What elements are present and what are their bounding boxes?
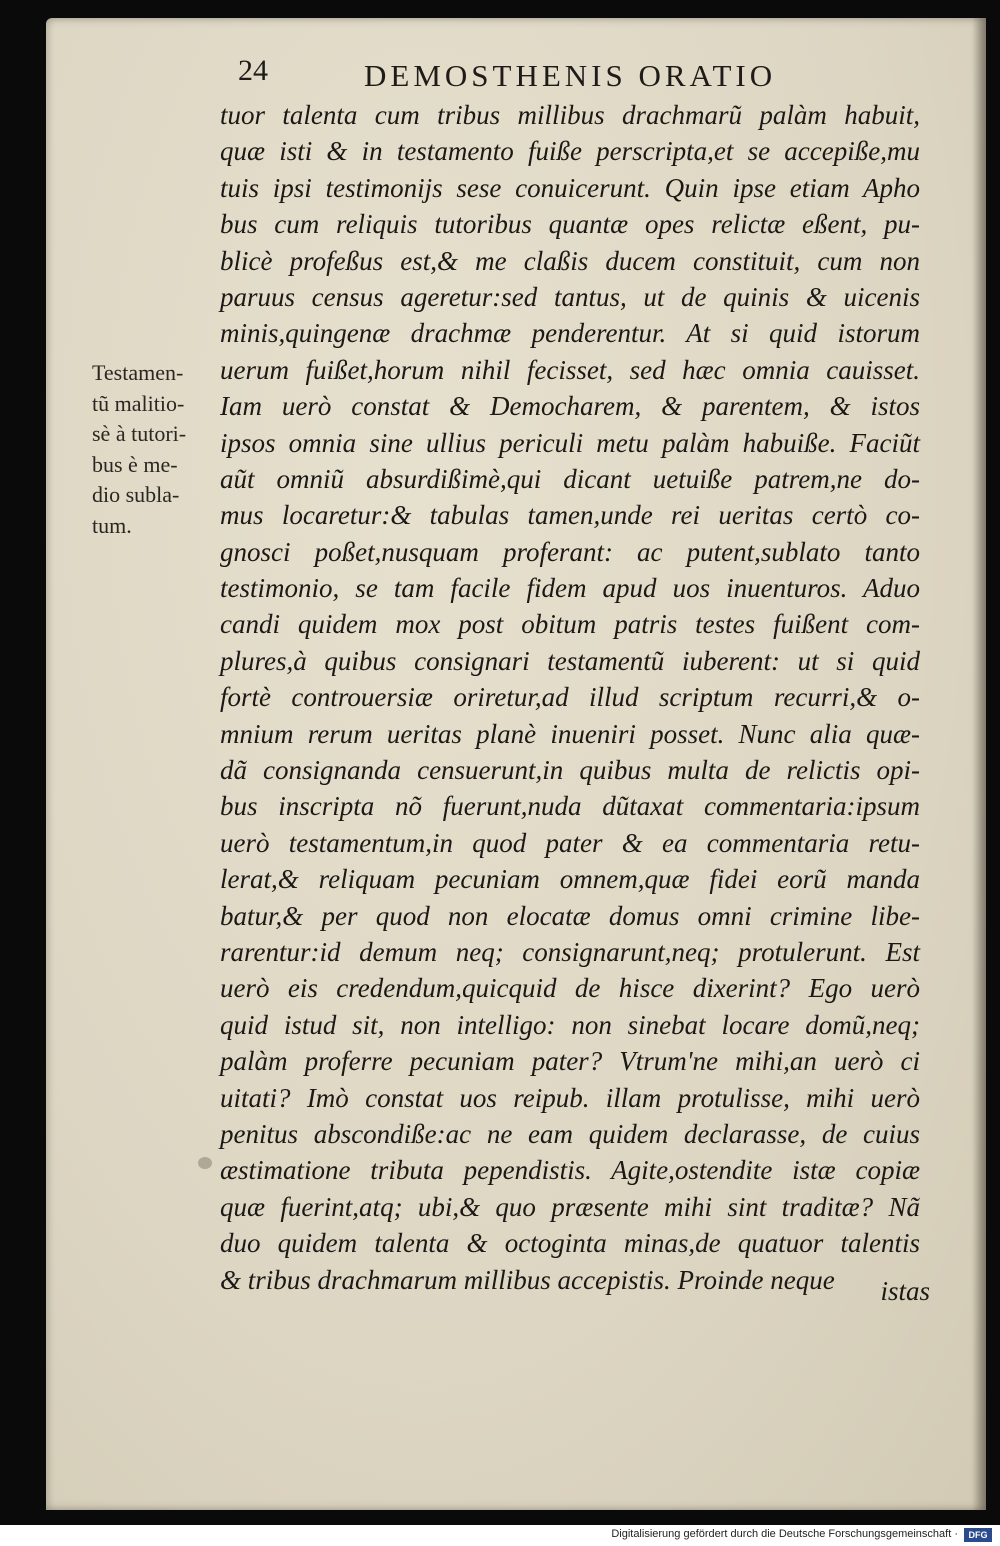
text-line: bus cum reliquis tutoribus quantæ opes relictæ eßent, pu- xyxy=(220,209,920,240)
text-line: mnium rerum ueritas planè inueniri posset. Nunc alia quæ- xyxy=(220,718,920,749)
text-line: rarentur:id demum neq; consignarunt,neq; protulerunt. Est xyxy=(220,936,920,967)
text-line: minis,quingenæ drachmæ penderentur. At si quid istorum xyxy=(220,318,920,349)
text-line: quid istud sit, non intelligo: non sinebat locare domũ,neq; xyxy=(220,1009,920,1040)
margin-note-line: Testamen- xyxy=(92,360,184,385)
text-line: aũt omniũ absurdißimè,qui dicant uetuiße patrem,ne do- xyxy=(220,463,920,494)
text-line: plures,à quibus consignari testamentũ iuberent: ut si quid xyxy=(220,645,920,676)
page-header xyxy=(238,52,878,94)
text-line: penitus abscondiße:ac ne eam quidem declarasse, de cuius xyxy=(220,1118,920,1149)
text-line: lerat,& reliquam pecuniam omnem,quæ fidei eorũ manda xyxy=(220,864,920,895)
margin-note-line: tũ malitio- xyxy=(92,390,185,416)
text-line: quæ fuerint,atq; ubi,& quo præsente mihi sint traditæ? Nã xyxy=(220,1191,920,1222)
text-line: uerò testamentum,in quod pater & ea commentaria retu- xyxy=(220,827,920,858)
running-title: DEMOSTHENIS ORATIO xyxy=(364,58,777,93)
margin-note xyxy=(92,358,222,541)
text-line: uerum fuißet,horum nihil fecisset, sed hæc omnia cauisset. xyxy=(220,354,920,385)
text-line: uitati? Imò constat uos reipub. illam protulisse, mihi uerò xyxy=(220,1082,920,1113)
text-line: tuor talenta cum tribus millibus drachmarũ palàm habuit, xyxy=(220,100,920,130)
text-line: candi quidem mox post obitum patris testes fuißent com- xyxy=(220,609,920,640)
text-line: Iam uerò constat & Democharem, & parentem, & istos xyxy=(220,391,920,422)
dfg-logo: DFG xyxy=(964,1528,992,1542)
margin-note-line: bus è me- xyxy=(92,451,178,477)
text-line: bus inscripta nõ fuerunt,nuda dũtaxat commentaria:ipsum xyxy=(220,791,920,822)
text-line: uerò eis credendum,quicquid de hisce dixerint? Ego uerò xyxy=(220,973,920,1004)
body-text xyxy=(220,97,920,1298)
margin-note-line: tum. xyxy=(92,512,132,538)
ink-stain xyxy=(198,1157,212,1169)
text-line: dã consignanda censuerunt,in quibus multa de relictis opi- xyxy=(220,755,920,786)
text-line: palàm proferre pecuniam pater? Vtrum'ne mihi,an uerò ci xyxy=(220,1046,920,1077)
margin-note-line: dio subla- xyxy=(92,482,180,507)
text-line: testimonio, se tam facile fidem apud uos inuenturos. Aduo xyxy=(220,573,920,604)
page-spine-shadow xyxy=(972,18,986,1510)
footer-credit: Digitalisierung gefördert durch die Deutsche Forschungsgemeinschaft · xyxy=(611,1528,958,1540)
text-line: quæ isti & in testamento fuiße perscripta,et se accepiße,mu xyxy=(220,136,920,167)
text-line: tuis ipsi testimonijs sese conuicerunt. Quin ipse etiam Apho xyxy=(220,172,920,203)
text-line: mus locaretur:& tabulas tamen,unde rei ueritas certò co- xyxy=(220,500,920,531)
text-line: æstimatione tributa pependistis. Agite,ostendite istæ copiæ xyxy=(220,1155,920,1186)
text-line: duo quidem talenta & octoginta minas,de quatuor talentis xyxy=(220,1228,920,1259)
text-line: ipsos omnia sine ullius periculi metu palàm habuiße. Faciũt xyxy=(220,427,920,458)
text-line: & tribus drachmarum millibus accepistis. Proinde neque xyxy=(220,1264,835,1295)
catchword: istas xyxy=(880,1276,930,1306)
text-line: gnosci poßet,nusquam proferant: ac putent,sublato tanto xyxy=(220,536,920,567)
text-line: paruus census ageretur:sed tantus, ut de quinis & uicenis xyxy=(220,281,920,312)
text-line: fortè controuersiæ oriretur,ad illud scriptum recurri,& o- xyxy=(220,682,920,713)
margin-note-line: sè à tutori- xyxy=(92,421,187,446)
page-number: 24 xyxy=(238,54,268,87)
text-line: batur,& per quod non elocatæ domus omni crimine libe- xyxy=(220,900,920,931)
text-line: blicè profeßus est,& me claßis ducem constituit, cum non xyxy=(220,245,920,276)
